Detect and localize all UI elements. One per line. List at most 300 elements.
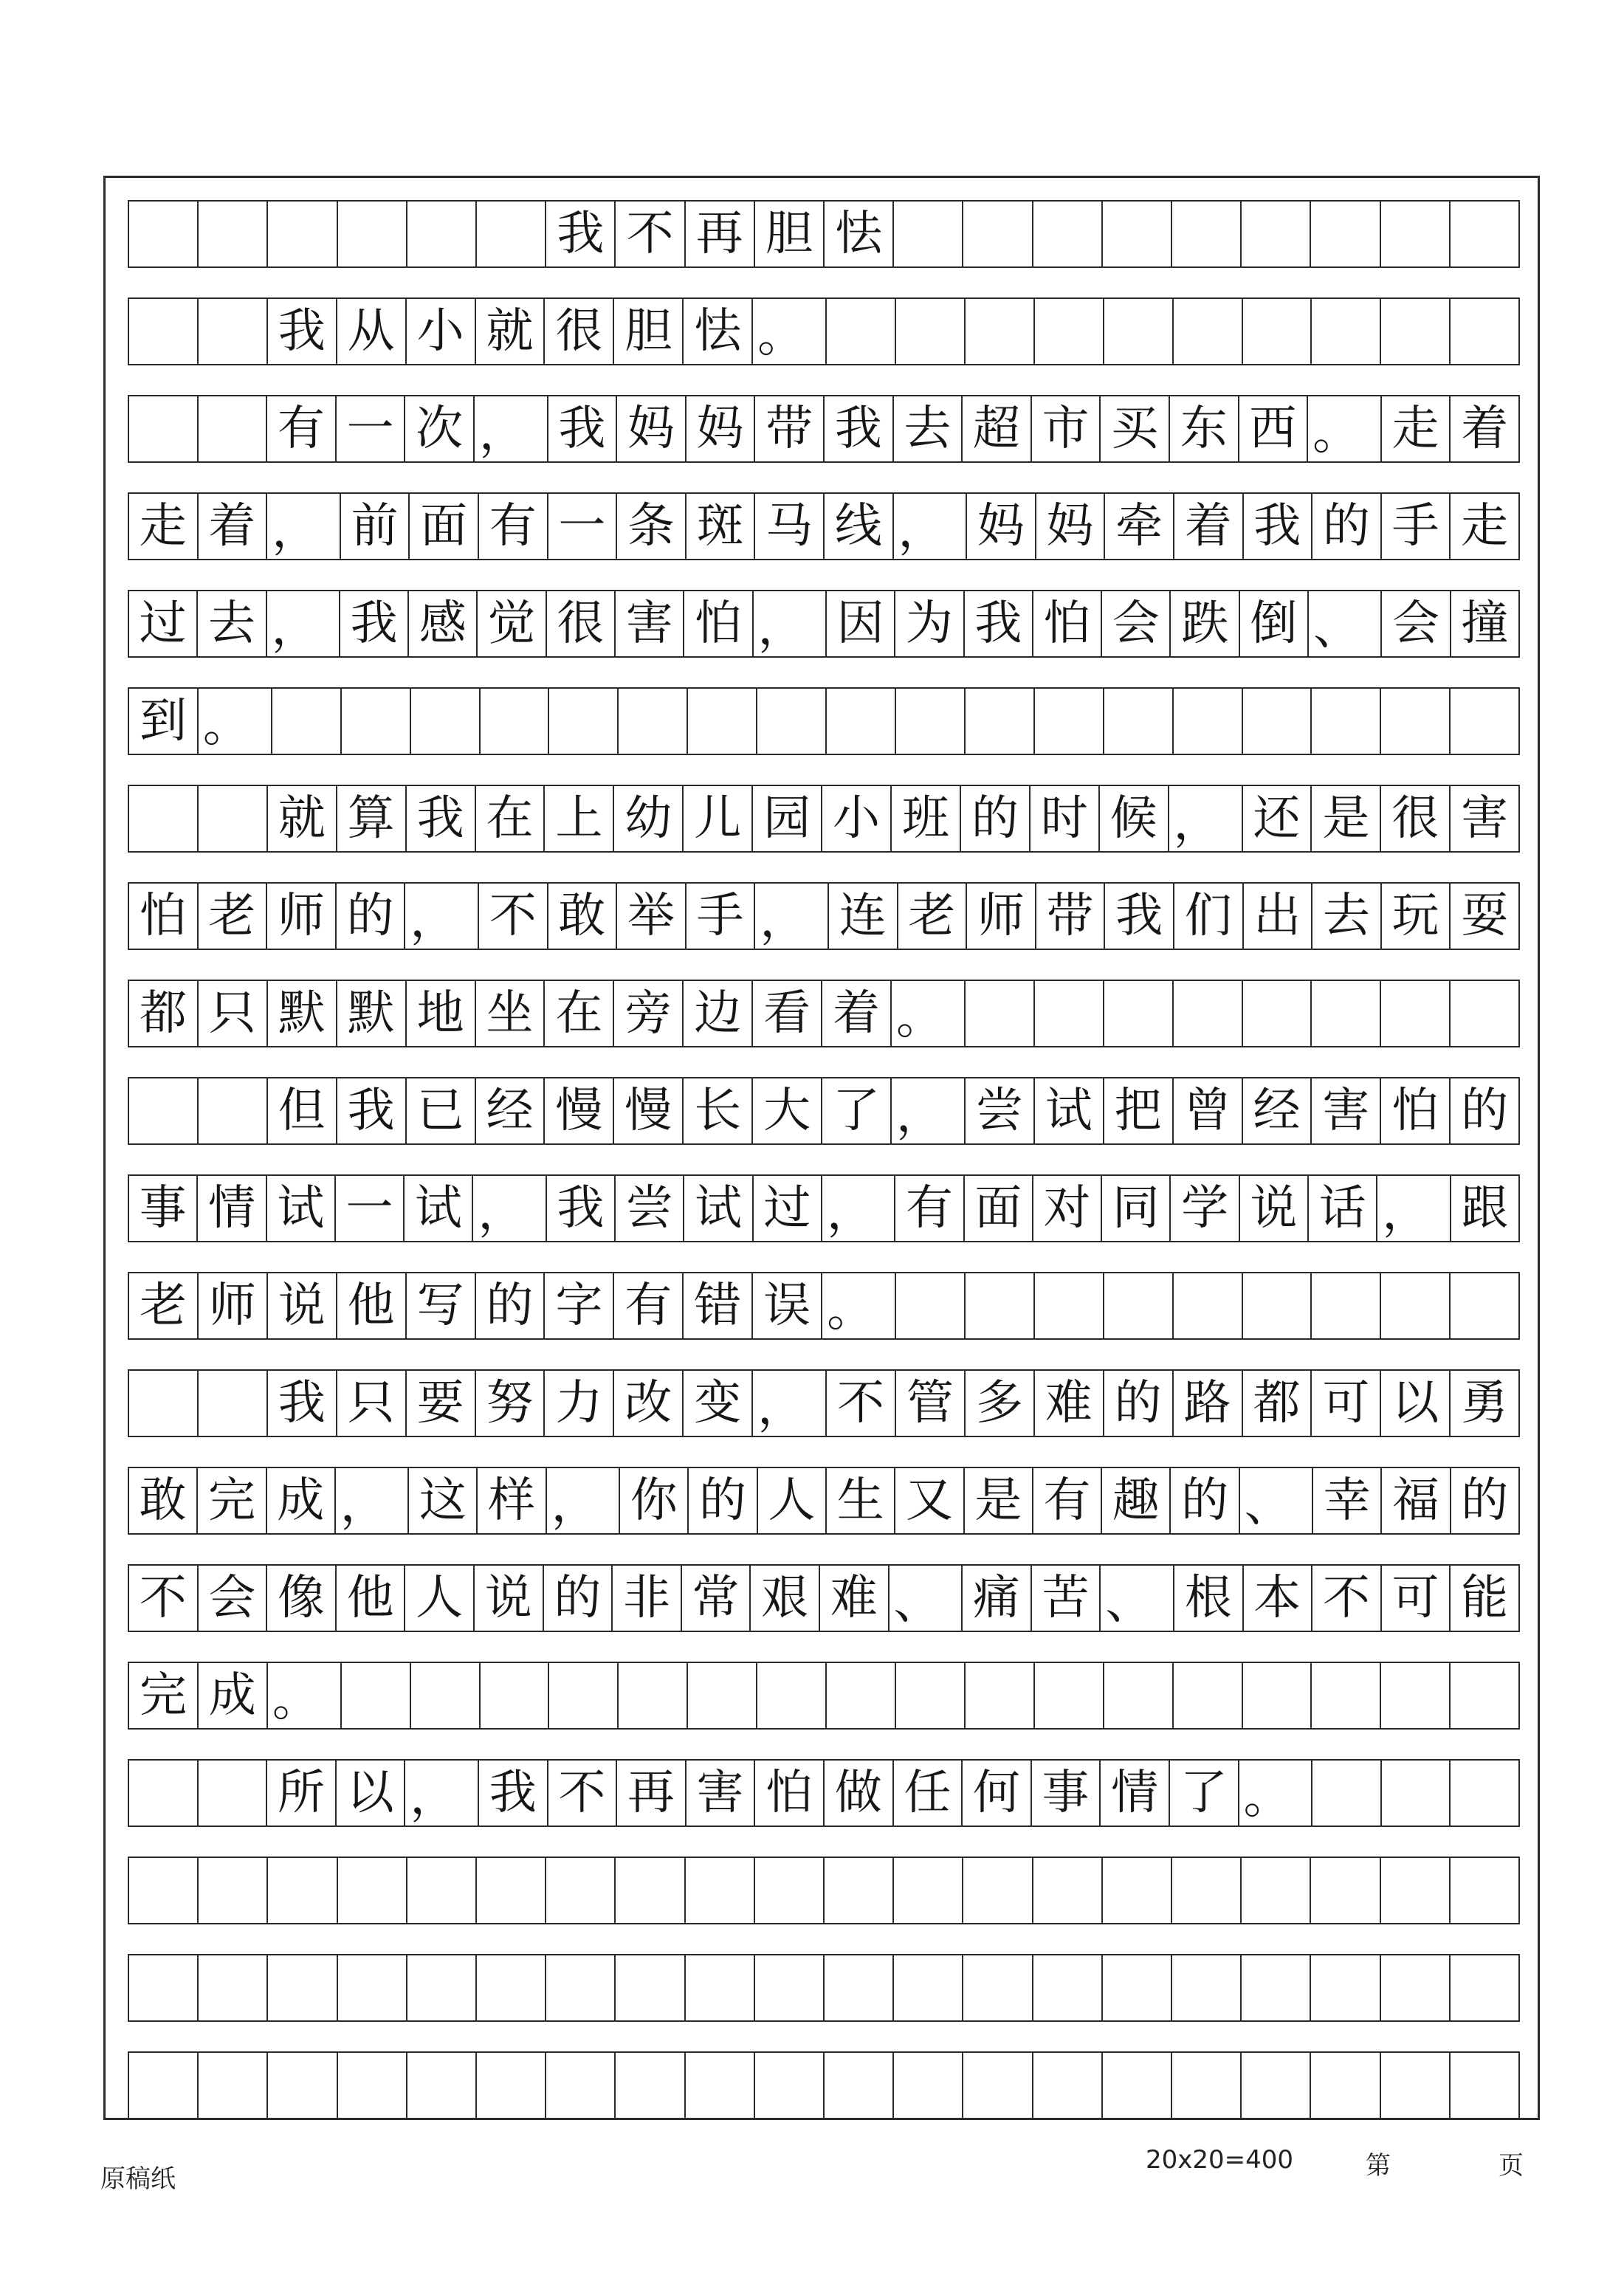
grid-cell: 多: [966, 1371, 1035, 1436]
grid-cell: 敢: [548, 884, 618, 949]
grid-cell: 、: [1309, 591, 1382, 656]
grid-cell: 勇: [1461, 1376, 1509, 1431]
grid-cell: 情: [1101, 1761, 1170, 1826]
grid-cell: [619, 689, 688, 754]
grid-cell: 还: [1243, 786, 1312, 851]
grid-cell: 人: [405, 1566, 475, 1631]
grid-cell: 怕: [684, 591, 753, 656]
grid-cell: 有: [614, 1273, 684, 1338]
grid-cell: 的: [1171, 1468, 1239, 1533]
grid-cell: 着: [822, 981, 892, 1046]
grid-cell: 错: [684, 1273, 753, 1338]
grid-cell: 不: [129, 1566, 199, 1631]
grid-cell: 我: [965, 591, 1033, 656]
grid-cell: 。: [199, 689, 272, 754]
grid-cell: [477, 2053, 546, 2118]
grid-cell: 旁: [614, 981, 684, 1046]
grid-cell: 牵: [1105, 494, 1174, 559]
grid-cell: ，: [405, 1761, 479, 1826]
grid-cell: 老: [898, 884, 968, 949]
manuscript-paper-frame: [103, 176, 1540, 2120]
grid-cell: ，: [753, 1371, 827, 1436]
grid-cell: [1033, 1955, 1103, 2020]
grid-cell: 会: [199, 1566, 268, 1631]
grid-cell: 上: [545, 786, 614, 851]
grid-cell: [199, 2053, 268, 2118]
grid-cell: [1312, 1273, 1381, 1338]
grid-cell: 边: [684, 981, 753, 1046]
grid-cell: [481, 689, 550, 754]
grid-cell: 东: [1170, 396, 1239, 461]
grid-row: [128, 882, 1520, 950]
grid-cell: [1172, 1858, 1242, 1923]
grid-cell: [825, 1858, 894, 1923]
grid-cell: 的: [1461, 1473, 1509, 1528]
grid-cell: [1035, 689, 1104, 754]
grid-cell: [481, 1663, 550, 1728]
grid-cell: 线: [825, 494, 894, 559]
grid-cell: [1312, 981, 1381, 1046]
grid-cell: [963, 202, 1033, 266]
grid-cell: 妈: [617, 396, 687, 461]
grid-cell: [1174, 689, 1243, 754]
grid-cell: 成: [267, 1468, 336, 1533]
grid-cell: 本: [1244, 1566, 1313, 1631]
grid-cell: 情: [198, 1176, 266, 1241]
grid-cell: 变: [684, 1371, 753, 1436]
grid-cell: [272, 689, 342, 754]
grid-cell: 次: [405, 396, 475, 461]
grid-cell: 走: [129, 494, 199, 559]
grid-cell: [268, 2053, 337, 2118]
grid-cell: [1312, 1761, 1382, 1826]
grid-cell: 手: [1382, 494, 1451, 559]
grid-cell: 的: [337, 884, 406, 949]
grid-row: [128, 297, 1520, 365]
grid-cell: 胆: [614, 299, 684, 364]
grid-cell: [1381, 2053, 1451, 2118]
grid-cell: 是: [965, 1468, 1033, 1533]
grid-cell: [1174, 299, 1243, 364]
grid-cell: 尝: [616, 1176, 684, 1241]
grid-cell: 经: [1243, 1078, 1312, 1143]
grid-cell: 去: [198, 591, 266, 656]
grid-cell: [1451, 1663, 1518, 1728]
grid-cell: [1381, 981, 1451, 1046]
grid-cell: [407, 2053, 477, 2118]
grid-cell: 趣: [1102, 1468, 1171, 1533]
grid-cell: [616, 2053, 685, 2118]
grid-cell: [1381, 1273, 1451, 1338]
grid-cell: 一: [548, 494, 618, 559]
grid-cell: 。: [892, 981, 966, 1046]
grid-cell: 。: [753, 299, 827, 364]
grid-cell: 对: [1033, 1176, 1102, 1241]
grid-cell: 幼: [614, 786, 684, 851]
grid-row: [128, 492, 1520, 560]
grid-cell: [199, 1858, 268, 1923]
grid-cell: 到: [129, 689, 199, 754]
grid-cell: 、: [890, 1566, 963, 1631]
grid-cell: 我: [1105, 884, 1174, 949]
grid-cell: 很: [1381, 786, 1451, 851]
grid-cell: 难: [820, 1566, 890, 1631]
grid-cell: 因: [827, 591, 895, 656]
page-prefix: 第: [1366, 2151, 1391, 2181]
grid-cell: 所: [267, 1761, 337, 1826]
grid-cell: 。: [268, 1663, 342, 1728]
grid-cell: [1312, 689, 1381, 754]
grid-cell: 跟: [1461, 1181, 1509, 1236]
grid-cell: 我: [407, 786, 476, 851]
grid-cell: 妈: [687, 396, 756, 461]
grid-cell: 条: [617, 494, 687, 559]
grid-cell: 走: [1382, 396, 1451, 461]
grid-cell: [894, 202, 963, 266]
grid-cell: 小: [407, 299, 476, 364]
grid-cell: [894, 1858, 963, 1923]
grid-cell: 福: [1382, 1468, 1451, 1533]
grid-cell: 有: [1033, 1468, 1102, 1533]
grid-cell: [894, 2053, 963, 2118]
grid-cell: 师: [199, 1273, 268, 1338]
grid-cell: ，: [547, 1468, 620, 1533]
grid-cell: [1172, 2053, 1242, 2118]
grid-cell: 误: [753, 1273, 822, 1338]
grid-cell: [1104, 981, 1174, 1046]
grid-cell: [1382, 1761, 1451, 1826]
grid-cell: [1103, 1858, 1172, 1923]
grid-cell: [1033, 1858, 1103, 1923]
grid-cell: 路: [1174, 1371, 1243, 1436]
grid-cell: 老: [199, 884, 268, 949]
grid-cell: 做: [825, 1761, 894, 1826]
grid-cell: 经: [476, 1078, 546, 1143]
grid-cell: 样: [478, 1468, 546, 1533]
grid-row: [128, 980, 1520, 1047]
grid-cell: 为: [895, 591, 964, 656]
grid-row: [128, 1857, 1520, 1924]
grid-cell: 字: [545, 1273, 614, 1338]
grid-row: [128, 1272, 1520, 1340]
grid-cell: [616, 1858, 685, 1923]
paper-label: 原稿纸: [100, 2164, 176, 2194]
grid-cell: [342, 689, 411, 754]
grid-cell: [1451, 1858, 1518, 1923]
grid-cell: [1381, 299, 1451, 364]
grid-cell: [1035, 1273, 1104, 1338]
grid-cell: [549, 689, 619, 754]
grid-cell: 同: [1102, 1176, 1171, 1241]
grid-cell: 倒: [1240, 591, 1309, 656]
grid-cell: ，: [1169, 786, 1243, 851]
grid-cell: [1242, 1858, 1311, 1923]
grid-cell: [129, 786, 199, 851]
grid-cell: 地: [407, 981, 476, 1046]
grid-cell: ，: [475, 396, 548, 461]
grid-cell: [477, 1858, 546, 1923]
grid-cell: 力: [545, 1371, 614, 1436]
grid-cell: 的: [961, 786, 1031, 851]
grid-cell: 面: [410, 494, 479, 559]
grid-cell: [755, 1955, 825, 2020]
grid-row: [128, 785, 1520, 853]
grid-cell: [1311, 1955, 1380, 2020]
grid-cell: [1242, 1955, 1311, 2020]
grid-cell: [199, 1078, 268, 1143]
grid-cell: [338, 202, 407, 266]
grid-cell: 了: [822, 1078, 892, 1143]
grid-cell: 胆: [755, 202, 825, 266]
grid-cell: 的: [1461, 1084, 1509, 1138]
grid-cell: [1381, 689, 1451, 754]
grid-cell: 们: [1174, 884, 1244, 949]
grid-cell: 儿: [684, 786, 753, 851]
grid-cell: 我: [268, 1371, 337, 1436]
grid-cell: 的: [476, 1273, 546, 1338]
grid-cell: 人: [758, 1468, 827, 1533]
grid-cell: 默: [337, 981, 407, 1046]
grid-cell: ，: [754, 591, 827, 656]
grid-cell: 面: [965, 1176, 1033, 1241]
grid-cell: 。: [1239, 1761, 1313, 1826]
grid-cell: 时: [1031, 786, 1100, 851]
grid-cell: [1174, 981, 1243, 1046]
grid-cell: [616, 1955, 685, 2020]
grid-cell: 难: [1035, 1371, 1104, 1436]
grid-cell: [1381, 1955, 1451, 2020]
grid-cell: [827, 689, 896, 754]
grid-cell: 我: [268, 299, 337, 364]
grid-cell: 怯: [825, 202, 894, 266]
grid-cell: [963, 2053, 1033, 2118]
grid-cell: ，: [336, 1468, 409, 1533]
grid-cell: 有: [895, 1176, 964, 1241]
grid-cell: 去: [894, 396, 963, 461]
grid-cell: 了: [1170, 1761, 1239, 1826]
grid-cell: 怯: [684, 299, 753, 364]
grid-cell: [1451, 2053, 1518, 2118]
grid-cell: 怕: [755, 1761, 825, 1826]
grid-cell: [686, 1858, 755, 1923]
grid-cell: 你: [620, 1468, 689, 1533]
grid-cell: 带: [1036, 884, 1106, 949]
grid-cell: [129, 1955, 199, 2020]
grid-cell: 我: [340, 591, 409, 656]
grid-cell: [1242, 2053, 1311, 2118]
grid-cell: [1451, 202, 1518, 266]
grid-cell: [407, 202, 477, 266]
grid-cell: [1451, 1955, 1518, 2020]
grid-cell: 觉: [478, 591, 546, 656]
grid-cell: 园: [753, 786, 822, 851]
grid-cell: [757, 1663, 827, 1728]
grid-cell: 不: [1312, 1566, 1382, 1631]
grid-cell: [1243, 1663, 1312, 1728]
grid-cell: 非: [613, 1566, 682, 1631]
grid-cell: [1381, 202, 1451, 266]
grid-row: [128, 1759, 1520, 1827]
grid-row: [128, 395, 1520, 463]
grid-cell: [963, 1858, 1033, 1923]
grid-cell: [546, 1955, 616, 2020]
grid-cell: 再: [617, 1761, 687, 1826]
grid-cell: 不: [616, 202, 685, 266]
grid-cell: [199, 299, 268, 364]
grid-cell: [199, 1371, 268, 1436]
grid-cell: [1035, 981, 1104, 1046]
grid-cell: 着: [1174, 494, 1244, 559]
grid-cell: 西: [1239, 396, 1309, 461]
grid-cell: 师: [967, 884, 1036, 949]
grid-cell: 能: [1461, 1571, 1509, 1625]
grid-cell: ，: [892, 1078, 966, 1143]
grid-cell: 只: [337, 1371, 407, 1436]
grid-cell: [1104, 689, 1174, 754]
grid-cell: [896, 299, 966, 364]
grid-cell: [1381, 1663, 1451, 1728]
grid-cell: [407, 1858, 477, 1923]
grid-cell: 完: [198, 1468, 266, 1533]
grid-cell: 撞: [1461, 596, 1509, 651]
grid-cell: 师: [267, 884, 337, 949]
grid-cell: 怕: [129, 884, 199, 949]
grid-cell: [1451, 1761, 1518, 1826]
grid-cell: 以: [1381, 1371, 1451, 1436]
capacity-label: 20x20=400: [1146, 2145, 1294, 2175]
grid-cell: 、: [1240, 1468, 1313, 1533]
grid-cell: 玩: [1382, 884, 1451, 949]
grid-cell: [129, 1371, 199, 1436]
grid-row: [128, 590, 1520, 658]
grid-cell: ，: [405, 884, 479, 949]
grid-cell: 幸: [1313, 1468, 1382, 1533]
grid-cell: 。: [1308, 396, 1382, 461]
grid-row: [128, 1662, 1520, 1730]
grid-cell: 算: [337, 786, 407, 851]
grid-cell: 试: [684, 1176, 753, 1241]
grid-cell: 试: [267, 1176, 336, 1241]
grid-cell: 我: [547, 1176, 616, 1241]
grid-cell: [963, 1955, 1033, 2020]
grid-cell: [1174, 1663, 1243, 1728]
grid-cell: 前: [341, 494, 410, 559]
grid-cell: 斑: [687, 494, 756, 559]
grid-cell: 他: [337, 1273, 407, 1338]
grid-row: [128, 1564, 1520, 1632]
grid-cell: [129, 1078, 199, 1143]
grid-cell: 带: [755, 396, 825, 461]
grid-cell: [129, 1858, 199, 1923]
grid-cell: 要: [407, 1371, 476, 1436]
grid-cell: [1174, 1273, 1243, 1338]
grid-cell: 去: [1312, 884, 1382, 949]
grid-cell: [966, 1663, 1035, 1728]
grid-cell: 学: [1171, 1176, 1239, 1241]
grid-row: [128, 1467, 1520, 1535]
grid-cell: [688, 689, 757, 754]
grid-cell: [619, 1663, 688, 1728]
grid-row: [128, 1954, 1520, 2022]
grid-cell: 超: [963, 396, 1032, 461]
grid-cell: [1312, 299, 1381, 364]
grid-cell: [1242, 202, 1311, 266]
grid-cell: 举: [617, 884, 687, 949]
grid-cell: 有: [267, 396, 337, 461]
grid-cell: 话: [1309, 1176, 1377, 1241]
grid-cell: 很: [545, 299, 614, 364]
grid-cell: 候: [1100, 786, 1169, 851]
page-suffix: 页: [1499, 2151, 1524, 2181]
grid-cell: [342, 1663, 411, 1728]
grid-cell: [546, 1858, 616, 1923]
grid-cell: 写: [407, 1273, 476, 1338]
grid-cell: 只: [199, 981, 268, 1046]
grid-cell: [1243, 299, 1312, 364]
grid-cell: 连: [829, 884, 898, 949]
grid-cell: 痛: [963, 1566, 1032, 1631]
grid-cell: 根: [1174, 1566, 1244, 1631]
grid-cell: 市: [1032, 396, 1101, 461]
grid-cell: 的: [689, 1468, 757, 1533]
grid-cell: 的: [544, 1566, 613, 1631]
grid-cell: 着: [1461, 402, 1509, 456]
grid-row: [128, 1077, 1520, 1145]
grid-cell: 我: [548, 396, 618, 461]
grid-cell: [1312, 1663, 1381, 1728]
grid-cell: [1451, 1273, 1518, 1338]
grid-cell: [129, 1761, 199, 1826]
grid-cell: [129, 299, 199, 364]
grid-cell: [755, 2053, 825, 2118]
grid-cell: [1311, 1858, 1380, 1923]
grid-cell: [199, 1761, 268, 1826]
grid-cell: [477, 202, 546, 266]
grid-cell: [894, 1955, 963, 2020]
grid-cell: 但: [268, 1078, 337, 1143]
grid-cell: [1103, 1955, 1172, 2020]
grid-cell: [896, 1663, 966, 1728]
grid-cell: [411, 1663, 481, 1728]
grid-cell: [199, 396, 268, 461]
grid-cell: 说: [1240, 1176, 1309, 1241]
grid-cell: 出: [1244, 884, 1313, 949]
grid-cell: 从: [337, 299, 407, 364]
grid-cell: [199, 1955, 268, 2020]
grid-cell: 我: [479, 1761, 548, 1826]
grid-cell: 把: [1104, 1078, 1174, 1143]
grid-cell: ，: [894, 494, 968, 559]
grid-cell: 任: [894, 1761, 963, 1826]
grid-cell: 买: [1101, 396, 1170, 461]
grid-cell: 生: [827, 1468, 895, 1533]
grid-cell: [966, 299, 1035, 364]
grid-cell: ，: [755, 884, 829, 949]
grid-cell: [827, 1663, 896, 1728]
grid-cell: 不: [479, 884, 548, 949]
grid-cell: 努: [476, 1371, 546, 1436]
grid-cell: 常: [682, 1566, 751, 1631]
grid-cell: [686, 2053, 755, 2118]
grid-cell: 过: [754, 1176, 822, 1241]
grid-cell: [1243, 981, 1312, 1046]
grid-row: [128, 1369, 1520, 1437]
grid-cell: [1243, 1273, 1312, 1338]
grid-cell: ，: [473, 1176, 546, 1241]
grid-cell: 尝: [966, 1078, 1035, 1143]
grid-cell: [477, 1955, 546, 2020]
grid-cell: [338, 1955, 407, 2020]
